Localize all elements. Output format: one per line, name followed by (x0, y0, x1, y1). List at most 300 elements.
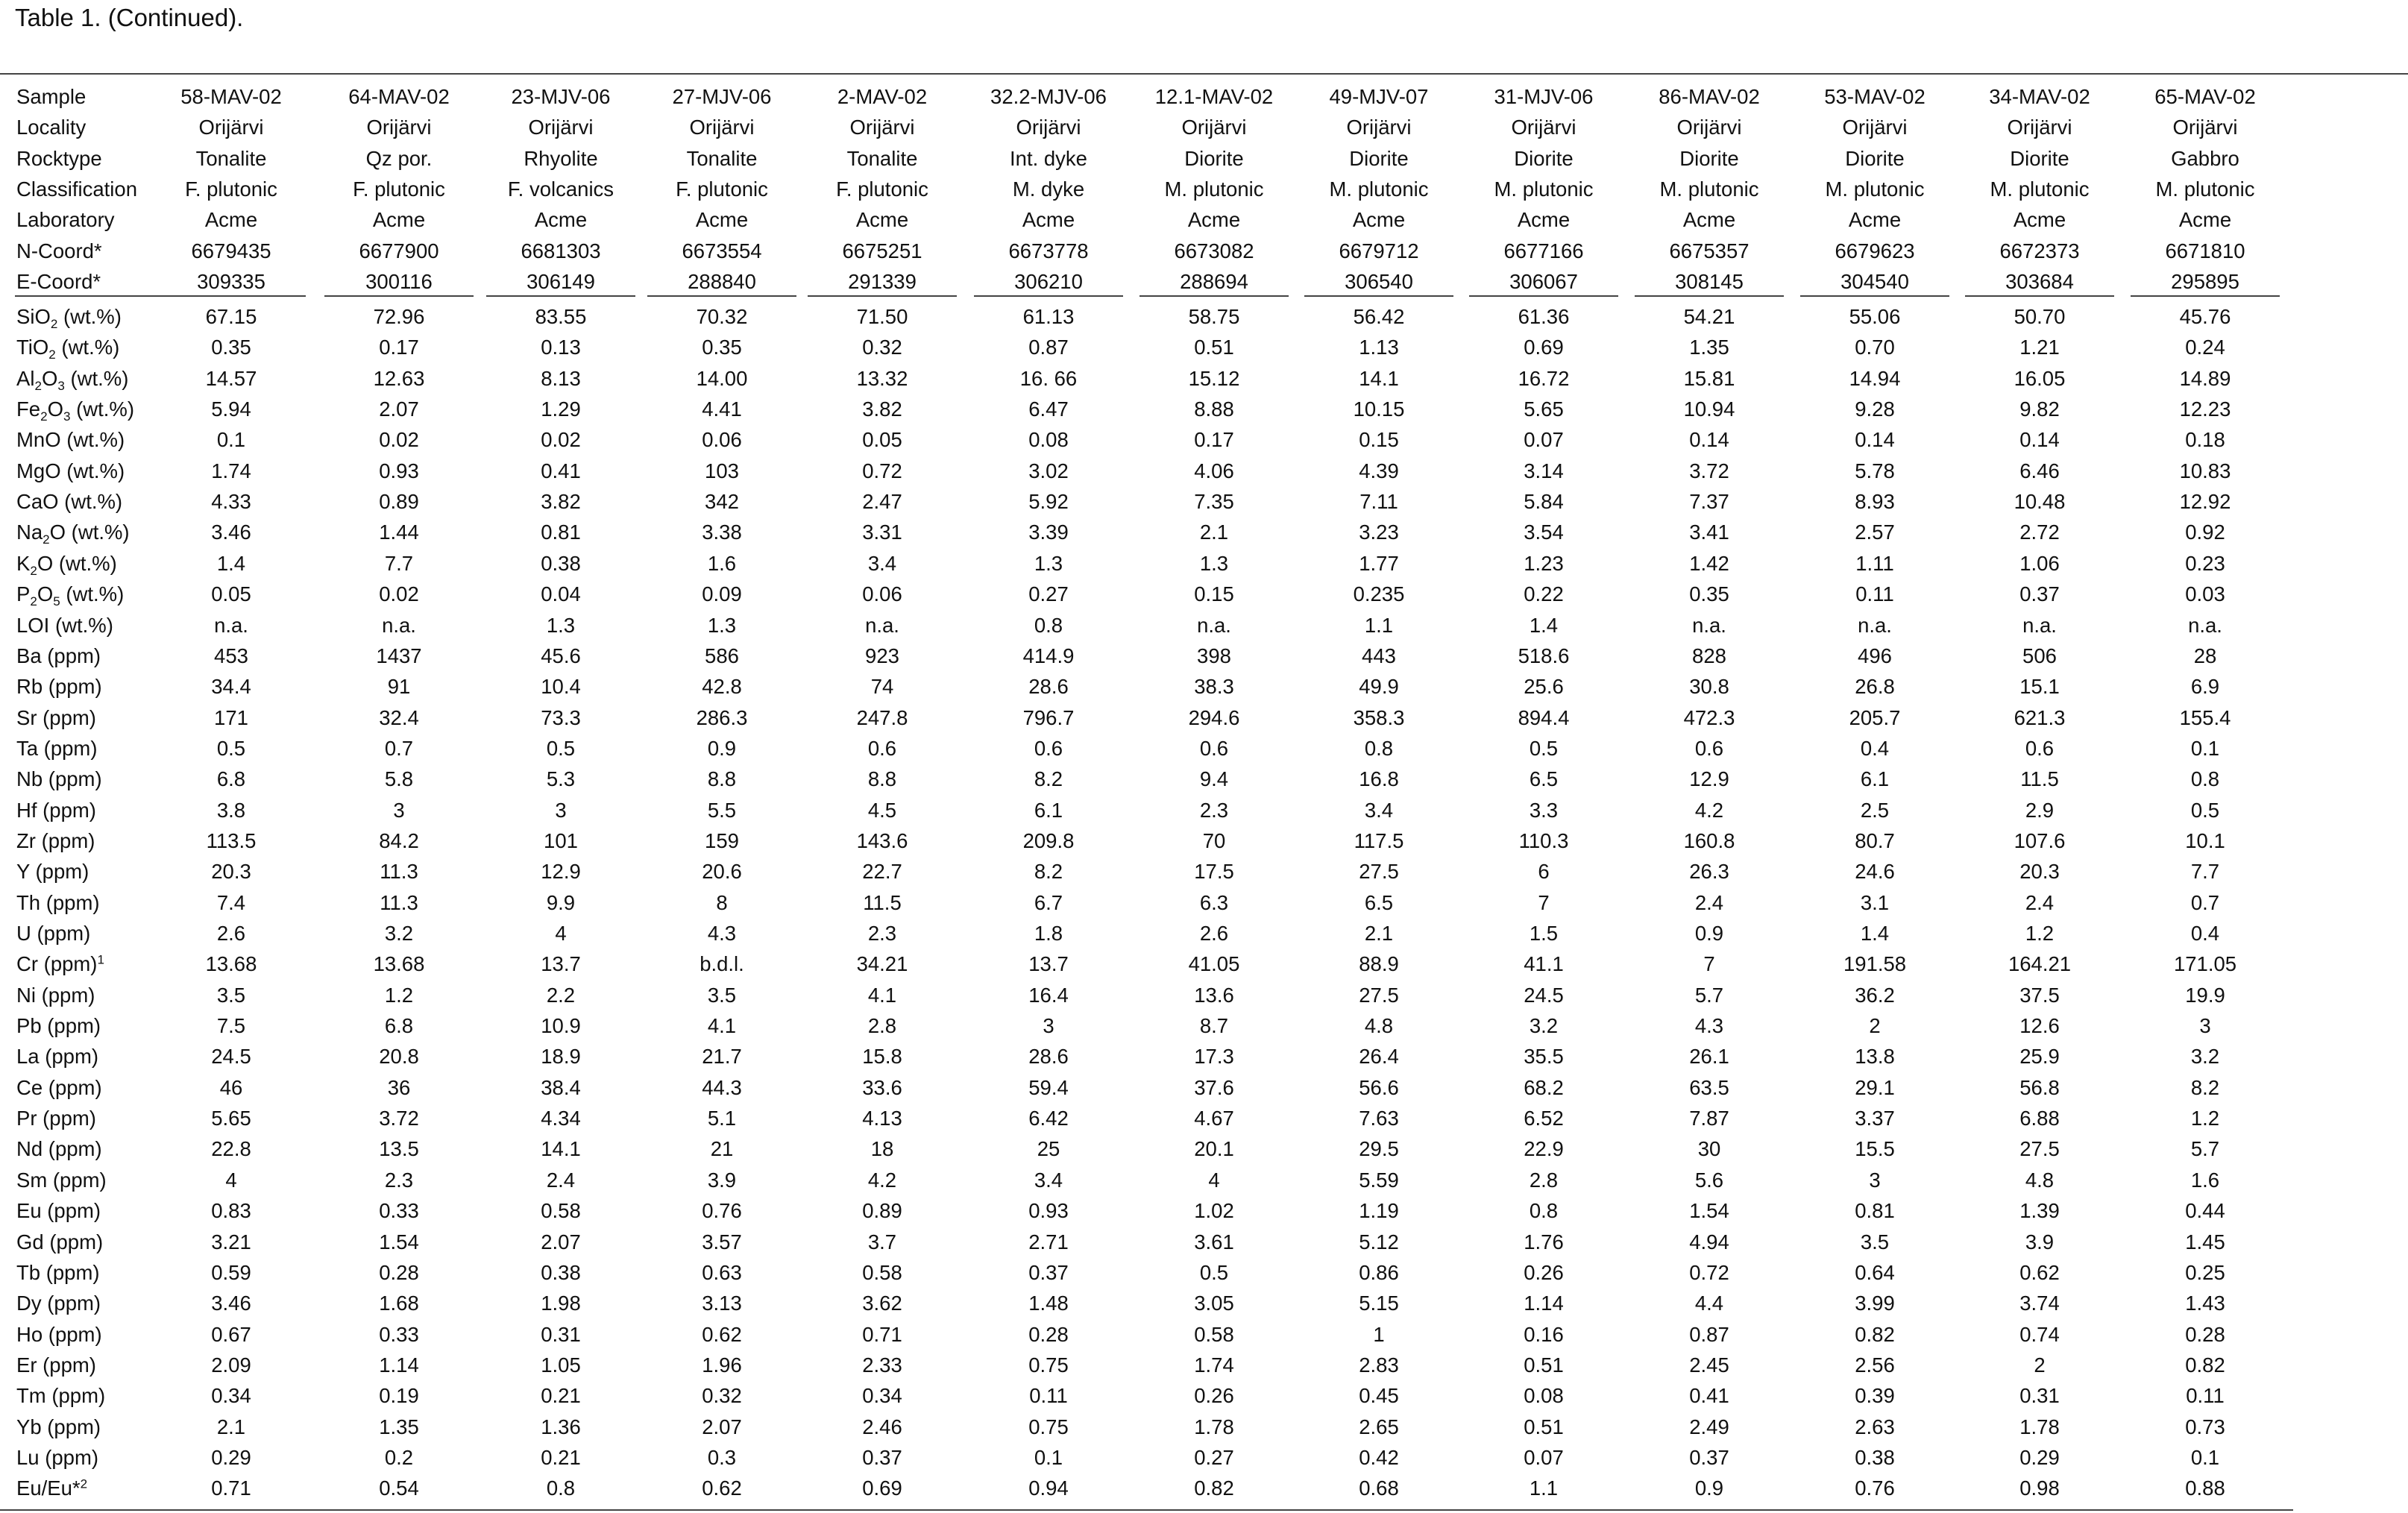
data-cell: 0.05 (862, 428, 902, 452)
data-cell: 0.51 (1524, 1415, 1564, 1438)
data-cell: 0.5 (216, 736, 246, 760)
data-cell: 0.1 (216, 428, 246, 452)
header-cell: Qz por. (365, 146, 433, 170)
data-cell: 2.57 (1855, 520, 1895, 544)
data-cell: 74 (870, 675, 894, 699)
data-cell: 453 (214, 644, 248, 667)
data-cell: 61.36 (1518, 305, 1570, 328)
data-cell: 0.22 (1524, 582, 1564, 606)
data-cell: 14.1 (1359, 366, 1399, 390)
data-cell: 8.2 (1034, 860, 1063, 884)
header-cell: 308145 (1675, 270, 1744, 294)
data-cell: 13.7 (1028, 952, 1069, 976)
data-cell: 0.31 (541, 1322, 581, 1346)
data-cell: 0.2 (384, 1445, 414, 1469)
data-cell: 4.3 (1694, 1014, 1724, 1038)
data-cell: 11.5 (2020, 767, 2059, 791)
data-cell: 12.9 (541, 860, 581, 884)
header-cell: M. plutonic (1494, 177, 1594, 201)
data-cell: 0.93 (379, 459, 419, 482)
data-cell: 8.93 (1855, 490, 1895, 514)
data-cell: 5.5 (707, 798, 737, 822)
data-cell: 0.37 (1689, 1445, 1729, 1469)
header-underline (2131, 295, 2280, 297)
data-cell: 0.06 (702, 428, 742, 452)
header-underline (1469, 295, 1618, 297)
data-cell: 6.5 (1529, 767, 1559, 791)
data-cell: 16.72 (1518, 366, 1570, 390)
data-cell: 25 (1037, 1137, 1060, 1161)
data-cell: 2.5 (1860, 798, 1890, 822)
data-cell: 12.23 (2179, 397, 2231, 421)
data-cell: 1.74 (211, 459, 251, 482)
data-cell: 0.9 (707, 736, 737, 760)
header-cell: Orijärvi (1842, 116, 1908, 139)
data-cell: n.a. (2188, 613, 2222, 637)
data-cell: 2 (1869, 1014, 1881, 1038)
header-cell: Diorite (1514, 146, 1574, 170)
data-cell: 0.89 (862, 1199, 902, 1223)
header-underline (808, 295, 957, 297)
header-cell: 34-MAV-02 (1989, 85, 2090, 108)
data-cell: 286.3 (696, 705, 748, 729)
data-cell: 33.6 (862, 1075, 902, 1099)
row-label: Dy (ppm) (16, 1292, 101, 1315)
data-cell: 0.11 (1855, 582, 1894, 606)
data-cell: 4 (555, 922, 567, 945)
data-cell: 1.14 (1524, 1292, 1564, 1315)
data-cell: 0.83 (211, 1199, 251, 1223)
data-cell: 1.2 (384, 983, 414, 1007)
header-cell: 6673778 (1008, 239, 1089, 262)
header-cell: 6679712 (1339, 239, 1419, 262)
data-cell: 4.5 (867, 798, 897, 822)
data-cell: 155.4 (2179, 705, 2231, 729)
header-cell: 306540 (1345, 270, 1413, 294)
header-cell: F. plutonic (353, 177, 445, 201)
data-cell: 0.16 (1524, 1322, 1564, 1346)
data-cell: 38.3 (1194, 675, 1234, 699)
row-label: Ni (ppm) (16, 983, 95, 1007)
data-cell: 1.76 (1524, 1230, 1564, 1254)
header-cell: 288694 (1180, 270, 1248, 294)
header-cell: 23-MJV-06 (511, 85, 611, 108)
data-cell: 10.83 (2179, 459, 2231, 482)
data-cell: 2.71 (1028, 1230, 1069, 1254)
data-cell: 0.35 (211, 336, 251, 359)
data-cell: 6.1 (1860, 767, 1890, 791)
data-cell: 1.78 (2019, 1415, 2060, 1438)
header-cell: 291339 (848, 270, 917, 294)
data-cell: 6.9 (2190, 675, 2220, 699)
header-cell: Orijärvi (2172, 116, 2238, 139)
data-cell: 5.7 (1694, 983, 1724, 1007)
data-cell: 32.4 (379, 705, 419, 729)
data-cell: 506 (2022, 644, 2057, 667)
data-cell: 0.1 (2190, 1445, 2220, 1469)
data-cell: 14.1 (541, 1137, 581, 1161)
data-cell: 586 (705, 644, 739, 667)
header-cell: M. dyke (1012, 177, 1085, 201)
row-label: LOI (wt.%) (16, 613, 113, 637)
data-cell: 3.5 (216, 983, 246, 1007)
data-cell: 7.5 (216, 1014, 246, 1038)
data-cell: 56.8 (2019, 1075, 2060, 1099)
row-label: Laboratory (16, 208, 115, 232)
data-cell: 28 (2193, 644, 2217, 667)
data-cell: 0.5 (546, 736, 576, 760)
header-cell: Orijärvi (1016, 116, 1081, 139)
data-cell: 11.3 (380, 890, 418, 914)
data-cell: b.d.l. (700, 952, 744, 976)
data-cell: 2.1 (1199, 520, 1229, 544)
header-cell: 64-MAV-02 (348, 85, 450, 108)
row-label: $Na_2O$ (wt.%) (16, 520, 130, 547)
data-cell: 7.4 (216, 890, 246, 914)
data-cell: 6.47 (1028, 397, 1069, 421)
header-cell: Orijärvi (1511, 116, 1576, 139)
header-cell: M. plutonic (1659, 177, 1759, 201)
row-label: Pb (ppm) (16, 1014, 101, 1038)
header-cell: 53-MAV-02 (1824, 85, 1926, 108)
header-cell: Diorite (1845, 146, 1905, 170)
row-label: Nb (ppm) (16, 767, 102, 791)
header-underline (1965, 295, 2114, 297)
data-cell: 3.54 (1524, 520, 1564, 544)
data-cell: 0.6 (1199, 736, 1229, 760)
data-cell: 1.4 (1529, 613, 1559, 637)
header-cell: 32.2-MJV-06 (990, 85, 1107, 108)
data-cell: 25.9 (2019, 1045, 2060, 1069)
data-cell: 0.58 (862, 1260, 902, 1284)
data-cell: 0.38 (541, 551, 581, 575)
data-cell: 1.29 (541, 397, 581, 421)
data-cell: 35.5 (1524, 1045, 1564, 1069)
data-cell: 0.73 (2185, 1415, 2225, 1438)
data-cell: 414.9 (1022, 644, 1075, 667)
data-cell: 4.1 (707, 1014, 737, 1038)
data-cell: 0.27 (1194, 1445, 1234, 1469)
data-cell: 46 (219, 1075, 243, 1099)
data-cell: 26.8 (1855, 675, 1895, 699)
data-cell: 11.3 (380, 860, 418, 884)
data-cell: 0.72 (862, 459, 902, 482)
header-cell: Orijärvi (528, 116, 594, 139)
row-label: $Fe_2O_3$ (wt.%) (16, 397, 135, 424)
data-cell: 4.2 (867, 1168, 897, 1192)
row-label: Zr (ppm) (16, 828, 95, 852)
data-cell: 1.2 (2025, 922, 2055, 945)
data-cell: 0.1 (1034, 1445, 1063, 1469)
data-cell: 8.8 (707, 767, 737, 791)
data-cell: 5.6 (1694, 1168, 1724, 1192)
row-label: Th (ppm) (16, 890, 100, 914)
data-cell: 0.26 (1194, 1384, 1234, 1408)
header-cell: Diorite (2010, 146, 2069, 170)
data-cell: 0.39 (1855, 1384, 1895, 1408)
data-cell: 19.9 (2185, 983, 2225, 1007)
data-cell: 113.5 (206, 828, 257, 852)
header-cell: 306210 (1014, 270, 1083, 294)
header-cell: 6679435 (191, 239, 271, 262)
data-cell: 0.03 (2185, 582, 2225, 606)
data-cell: 0.89 (379, 490, 419, 514)
data-cell: 5.59 (1359, 1168, 1399, 1192)
data-cell: 0.29 (2019, 1445, 2060, 1469)
data-cell: 3.2 (384, 922, 414, 945)
data-cell: 13.68 (205, 952, 257, 976)
data-cell: 1 (1373, 1322, 1385, 1346)
header-cell: 58-MAV-02 (180, 85, 282, 108)
data-cell: 2.56 (1855, 1353, 1895, 1377)
header-cell: Acme (1352, 208, 1406, 232)
data-cell: 2.3 (1199, 798, 1229, 822)
data-cell: 171 (214, 705, 248, 729)
data-cell: 0.8 (546, 1476, 576, 1500)
data-cell: 15.81 (1683, 366, 1735, 390)
data-cell: 0.1 (2190, 736, 2220, 760)
data-cell: 3.4 (1034, 1168, 1063, 1192)
data-cell: 91 (387, 675, 411, 699)
data-cell: 28.6 (1028, 675, 1069, 699)
data-cell: 0.06 (862, 582, 902, 606)
header-cell: M. plutonic (1329, 177, 1429, 201)
data-cell: 3.9 (707, 1168, 737, 1192)
data-cell: 0.87 (1028, 336, 1069, 359)
data-cell: 13.5 (379, 1137, 419, 1161)
data-cell: 1.1 (1529, 1476, 1559, 1500)
data-cell: 54.21 (1683, 305, 1735, 328)
row-label: U (ppm) (16, 922, 91, 945)
data-cell: 5.7 (2190, 1137, 2220, 1161)
header-cell: 65-MAV-02 (2154, 85, 2256, 108)
data-cell: 6.42 (1028, 1107, 1069, 1130)
header-cell: Acme (2178, 208, 2232, 232)
data-cell: 16. 66 (1019, 366, 1078, 390)
data-cell: 2.8 (1529, 1168, 1559, 1192)
data-cell: 70.32 (696, 305, 748, 328)
data-cell: 0.08 (1524, 1384, 1564, 1408)
data-cell: 8.7 (1199, 1014, 1229, 1038)
data-cell: 0.71 (862, 1322, 902, 1346)
data-cell: 88.9 (1359, 952, 1399, 976)
data-cell: 358.3 (1353, 705, 1405, 729)
data-cell: 10.48 (2014, 490, 2066, 514)
data-cell: 0.6 (2025, 736, 2055, 760)
data-cell: 2.47 (862, 490, 902, 514)
data-cell: 0.58 (1194, 1322, 1234, 1346)
data-cell: 1.36 (541, 1415, 581, 1438)
data-cell: 2.07 (702, 1415, 742, 1438)
data-cell: 1.54 (1689, 1199, 1729, 1223)
data-cell: 3.41 (1689, 520, 1729, 544)
data-cell: 0.37 (2019, 582, 2060, 606)
data-cell: 0.32 (702, 1384, 742, 1408)
data-cell: 3 (1869, 1168, 1881, 1192)
data-cell: 1.3 (546, 613, 576, 637)
data-cell: 1.3 (1034, 551, 1063, 575)
data-cell: 10.1 (2185, 828, 2225, 852)
data-cell: 4 (225, 1168, 237, 1192)
data-cell: 34.21 (856, 952, 908, 976)
data-cell: 3.8 (216, 798, 246, 822)
data-cell: 0.62 (702, 1476, 742, 1500)
data-cell: 83.55 (535, 305, 587, 328)
header-cell: 2-MAV-02 (837, 85, 928, 108)
header-underline (1304, 295, 1453, 297)
header-underline (1635, 295, 1784, 297)
data-cell: 10.15 (1353, 397, 1405, 421)
data-cell: 0.8 (1364, 736, 1394, 760)
data-cell: 0.09 (702, 582, 742, 606)
data-cell: 7 (1538, 890, 1550, 914)
header-cell: 295895 (2171, 270, 2239, 294)
data-cell: 0.4 (2190, 922, 2220, 945)
data-cell: 1.6 (707, 551, 737, 575)
data-cell: 0.4 (1860, 736, 1890, 760)
data-cell: 2.49 (1689, 1415, 1729, 1438)
data-cell: 0.25 (2185, 1260, 2225, 1284)
header-cell: Acme (2013, 208, 2066, 232)
row-label: Rocktype (16, 146, 102, 170)
row-label: Yb (ppm) (16, 1415, 101, 1438)
data-cell: 10.94 (1683, 397, 1735, 421)
data-cell: 7.7 (384, 551, 414, 575)
header-underline (974, 295, 1123, 297)
data-cell: 6.52 (1524, 1107, 1564, 1130)
data-cell: 0.02 (379, 582, 419, 606)
row-label: E-Coord* (16, 270, 101, 294)
data-cell: 0.6 (867, 736, 897, 760)
data-cell: 4.8 (1364, 1014, 1394, 1038)
row-label: Ba (ppm) (16, 644, 101, 667)
data-cell: 0.88 (2185, 1476, 2225, 1500)
data-cell: 0.14 (1855, 428, 1895, 452)
data-cell: n.a. (1197, 613, 1231, 637)
data-cell: 26.4 (1359, 1045, 1399, 1069)
data-cell: 5.8 (384, 767, 414, 791)
data-cell: 0.21 (541, 1384, 581, 1408)
header-cell: F. plutonic (185, 177, 277, 201)
header-cell: Diorite (1679, 146, 1739, 170)
data-cell: 25.6 (1524, 675, 1564, 699)
data-cell: 5.3 (546, 767, 576, 791)
header-cell: 6675357 (1669, 239, 1750, 262)
data-cell: 3.2 (2190, 1045, 2220, 1069)
data-cell: 0.42 (1359, 1445, 1399, 1469)
row-label: Sm (ppm) (16, 1168, 107, 1192)
data-cell: 20.8 (379, 1045, 419, 1069)
data-cell: 1.2 (2190, 1107, 2220, 1130)
header-cell: Diorite (1184, 146, 1244, 170)
row-label: Y (ppm) (16, 860, 89, 884)
data-cell: 0.41 (1689, 1384, 1729, 1408)
data-cell: 4.33 (211, 490, 251, 514)
header-cell: M. plutonic (1825, 177, 1925, 201)
data-cell: 0.08 (1028, 428, 1069, 452)
data-cell: 3.13 (702, 1292, 742, 1315)
data-cell: 0.28 (2185, 1322, 2225, 1346)
data-cell: 27.5 (1359, 860, 1399, 884)
data-cell: 3.7 (867, 1230, 897, 1254)
header-cell: F. volcanics (507, 177, 614, 201)
data-cell: 0.94 (1028, 1476, 1069, 1500)
header-cell: Tonalite (195, 146, 267, 170)
data-cell: n.a. (1858, 613, 1892, 637)
data-cell: 20.6 (702, 860, 742, 884)
data-cell: n.a. (382, 613, 416, 637)
data-cell: 0.19 (379, 1384, 419, 1408)
data-cell: 4.13 (862, 1107, 902, 1130)
data-cell: 3.23 (1359, 520, 1399, 544)
data-cell: 107.6 (2014, 828, 2066, 852)
data-cell: 8 (716, 890, 728, 914)
header-cell: 12.1-MAV-02 (1154, 85, 1274, 108)
data-cell: 1.3 (707, 613, 737, 637)
data-cell: 0.62 (702, 1322, 742, 1346)
data-cell: 209.8 (1022, 828, 1075, 852)
header-cell: 6673554 (682, 239, 762, 262)
data-cell: 21 (710, 1137, 734, 1161)
header-cell: Acme (204, 208, 258, 232)
data-cell: 24.5 (211, 1045, 251, 1069)
data-cell: 9.9 (546, 890, 576, 914)
data-cell: 4.39 (1359, 459, 1399, 482)
data-cell: 22.8 (211, 1137, 251, 1161)
data-cell: 7.11 (1359, 490, 1398, 514)
data-cell: 3.82 (541, 490, 581, 514)
data-cell: 1.96 (702, 1353, 742, 1377)
data-cell: 3.99 (1855, 1292, 1895, 1315)
data-cell: 41.1 (1524, 952, 1564, 976)
data-cell: 0.70 (1855, 336, 1895, 359)
data-cell: 159 (705, 828, 739, 852)
data-cell: 247.8 (856, 705, 908, 729)
data-cell: 24.6 (1855, 860, 1895, 884)
header-cell: Orijärvi (198, 116, 264, 139)
header-cell: Diorite (1349, 146, 1409, 170)
data-cell: 20.3 (2019, 860, 2060, 884)
data-cell: 0.32 (862, 336, 902, 359)
data-cell: 0.82 (2185, 1353, 2225, 1377)
header-cell: Acme (1848, 208, 1902, 232)
data-cell: 1.11 (1855, 551, 1894, 575)
data-cell: 0.5 (2190, 798, 2220, 822)
data-cell: 1.6 (2190, 1168, 2220, 1192)
data-cell: 42.8 (702, 675, 742, 699)
data-cell: 0.07 (1524, 428, 1564, 452)
data-cell: 0.41 (541, 459, 581, 482)
row-label: Rb (ppm) (16, 675, 102, 699)
data-cell: 0.82 (1194, 1476, 1234, 1500)
data-cell: 0.75 (1028, 1415, 1069, 1438)
data-cell: 0.21 (541, 1445, 581, 1469)
data-cell: 1.3 (1199, 551, 1229, 575)
row-label: Locality (16, 116, 87, 139)
data-cell: 0.26 (1524, 1260, 1564, 1284)
data-cell: 2.3 (867, 922, 897, 945)
data-cell: 7.7 (2190, 860, 2220, 884)
row-label: Tm (ppm) (16, 1384, 106, 1408)
header-cell: Acme (372, 208, 426, 232)
data-cell: 0.14 (2019, 428, 2060, 452)
data-cell: 36 (387, 1075, 411, 1099)
data-cell: 0.54 (379, 1476, 419, 1500)
data-cell: 8.2 (1034, 767, 1063, 791)
header-cell: Tonalite (846, 146, 918, 170)
data-cell: 1.98 (541, 1292, 581, 1315)
row-label: $K_2O$ (wt.%) (16, 551, 117, 578)
